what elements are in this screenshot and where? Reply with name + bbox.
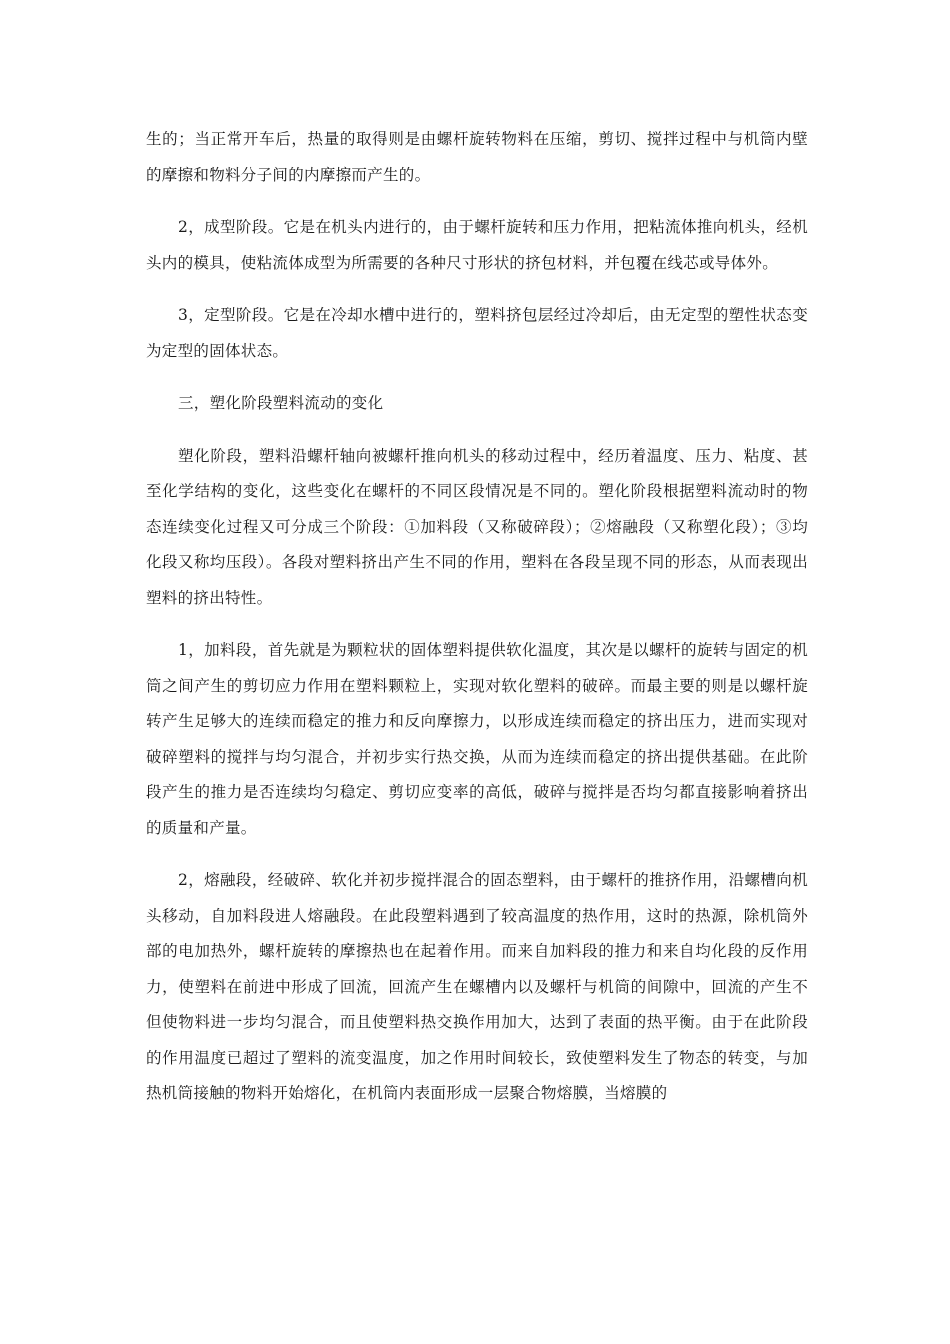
paragraph-setting-stage: 3，定型阶段。它是在冷却水槽中进行的，塑料挤包层经过冷却后，由无定型的塑性状态变为定型的固体状态。 [146,306,808,360]
paragraph-continuation: 生的；当正常开车后，热量的取得则是由螺杆旋转物料在压缩，剪切、搅拌过程中与机筒内壁的摩擦和物料分子间的内摩擦而产生的。 [146,130,808,184]
paragraph-feeding-section: 1，加料段，首先就是为颗粒状的固体塑料提供软化温度，其次是以螺杆的旋转与固定的机筒之间产生的剪切应力作用在塑料颗粒上，实现对软化塑料的破碎。而最主要的则是以螺杆旋转产生足够大的连续而稳定的推力和反向摩擦力，以形成连续而稳定的挤出压力，进而实现对破碎塑料的搅拌与均匀混合，并初步实行热交换，从而为连续而稳定的挤出提供基础。在此阶段产生的推力是否连续均匀稳定、剪切应变率的高低，破碎与搅拌是否均匀都直接影响着挤出的质量和产量。 [146,641,808,837]
section-heading: 三，塑化阶段塑料流动的变化 [178,394,384,412]
document-body [146,122,808,1129]
paragraph-plasticizing-overview: 塑化阶段，塑料沿螺杆轴向被螺杆推向机头的移动过程中，经历着温度、压力、粘度、甚至化学结构的变化，这些变化在螺杆的不同区段情况是不同的。塑化阶段根据塑料流动时的物态连续变化过程又可分成三个阶段：①加料段（又称破碎段）；②熔融段（又称塑化段）；③均化段又称均压段）。各段对塑料挤出产生不同的作用，塑料在各段呈现不同的形态，从而表现出塑料的挤出特性。 [146,446,808,607]
paragraph-forming-stage: 2，成型阶段。它是在机头内进行的，由于螺杆旋转和压力作用，把粘流体推向机头，经机头内的模具，使粘流体成型为所需要的各种尺寸形状的挤包材料，并包覆在线芯或导体外。 [146,218,808,272]
paragraph-melting-section: 2，熔融段，经破碎、软化并初步搅拌混合的固态塑料，由于螺杆的推挤作用，沿螺槽向机头移动，自加料段进人熔融段。在此段塑料遇到了较高温度的热作用，这时的热源，除机筒外部的电加热外，螺杆旋转的摩擦热也在起着作用。而来自加料段的推力和来自均化段的反作用力，使塑料在前进中形成了回流，回流产生在螺槽内以及螺杆与机筒的间隙中，回流的产生不但使物料进一步均匀混合，而且使塑料热交换作用加大，达到了表面的热平衡。由于在此阶段的作用温度已超过了塑料的流变温度，加之作用时间较长，致使塑料发生了物态的转变，与加热机筒接触的物料开始熔化，在机筒内表面形成一层聚合物熔膜，当熔膜的 [146,871,808,1102]
